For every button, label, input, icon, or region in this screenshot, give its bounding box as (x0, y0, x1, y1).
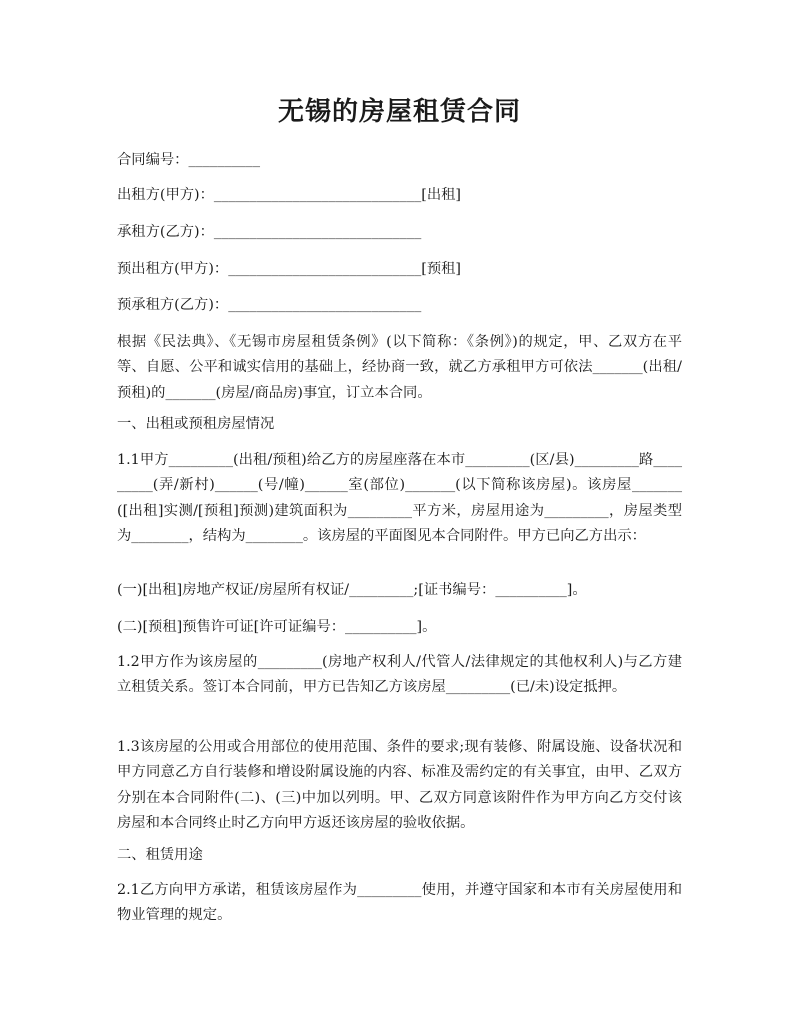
clause-1-1: 1.1甲方_________(出租/预租)给乙方的房屋座落在本市_________(区/县)_________路_________(弄/新村)______(号/幢)______室(部位)_______(以下简称该房屋)。该房屋_______([出租]实测/[预租]预测)建筑面积为_________平方米，房屋用途为_________，房屋类型为________，结构为________。该房屋的平面图见本合同附件。甲方已向乙方出示： (117, 452, 682, 545)
lessee-field: 承租方(乙方)：_____________________________ (117, 224, 422, 240)
preamble-paragraph: 根据《民法典》、《无锡市房屋租赁条例》(以下简称：《条例》)的规定，甲、乙双方在平等、自愿、公平和诚实信用的基础上，经协商一致，就乙方承租甲方可依法_______(出租/预租)的_______(房屋/商品房)事宜，订立本合同。 (117, 334, 682, 401)
clause-item-two: (二)[预租]预售许可证[许可证编号：__________]。 (117, 619, 437, 635)
clause-1-2: 1.2甲方作为该房屋的_________(房地产权利人/代管人/法律规定的其他权利人)与乙方建立租赁关系。签订本合同前，甲方已告知乙方该房屋_________(已/未)设定抵押。 (117, 654, 682, 696)
clause-item-one: (一)[出租]房地产权证/房屋所有权证/_________;[证书编号：__________]。 (117, 582, 587, 598)
section-heading: 二、租赁用途 (117, 847, 203, 863)
clause-2-1: 2.1乙方向甲方承诺，租赁该房屋作为_________使用，并遵守国家和本市有关房屋使用和物业管理的规定。 (117, 882, 682, 924)
section-heading: 一、出租或预租房屋情况 (117, 416, 275, 432)
pre-lessor-field: 预出租方(甲方)：___________________________[预租] (117, 261, 461, 277)
clause-1-3: 1.3该房屋的公用或合用部位的使用范围、条件的要求;现有装修、附属设施、设备状况和甲方同意乙方自行装修和增设附属设施的内容、标准及需约定的有关事宜，由甲、乙双方分别在本合同附件(二)、(三)中加以列明。甲、乙双方同意该附件作为甲方向乙方交付该房屋和本合同终止时乙方向甲方返还该房屋的验收依据。 (117, 739, 682, 832)
document-title: 无锡的房屋租赁合同 (277, 97, 521, 127)
lessor-field: 出租方(甲方)：_____________________________[出租] (117, 187, 461, 203)
pre-lessee-field: 预承租方(乙方)：___________________________ (117, 297, 422, 313)
contract-number-field: 合同编号：__________ (117, 152, 260, 168)
